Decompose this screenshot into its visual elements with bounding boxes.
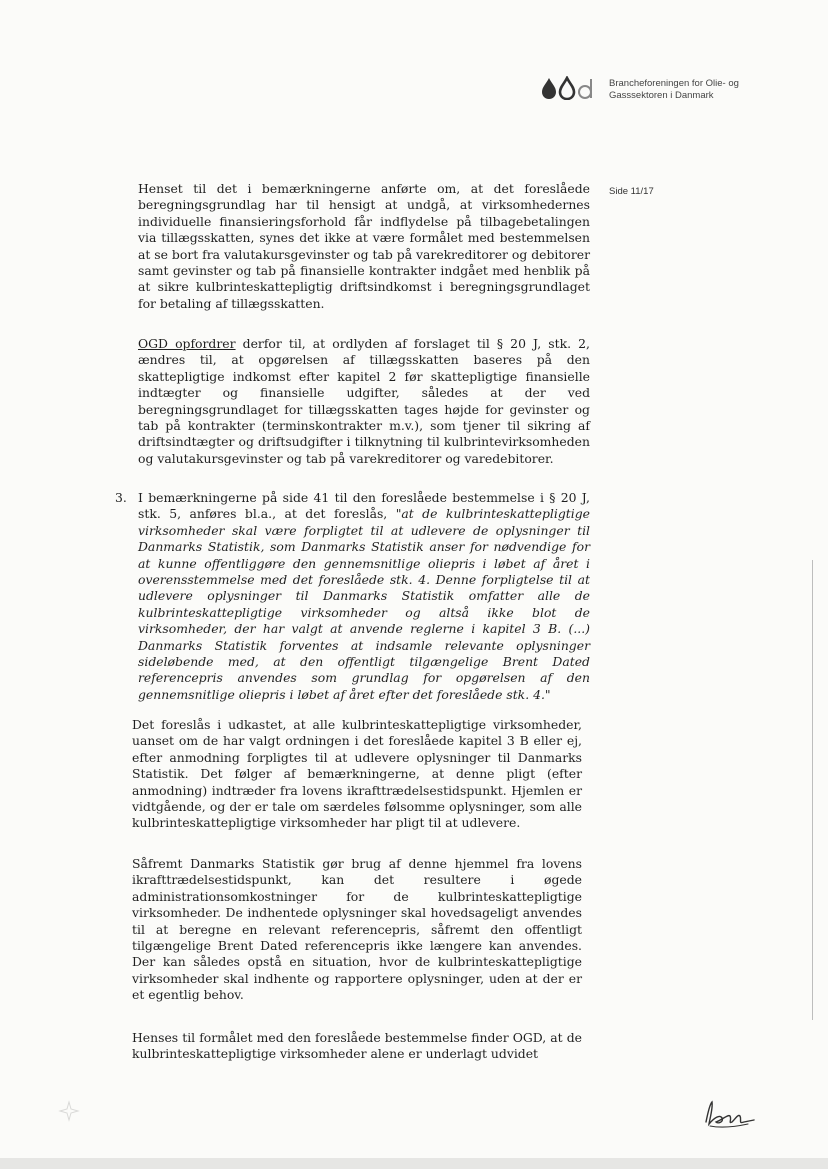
- faint-mark-icon: [58, 1100, 80, 1122]
- org-name: [609, 78, 809, 102]
- paragraph-2: [138, 336, 590, 467]
- paragraph-1: Henset til det i bemærkningerne anførte om, at det foreslåede beregningsgrundlag har til hensigt at undgå, at virksomhedernes individuelle finansieringsforhold får indflydelse på tilbagebetalingen via tillægsskatten, synes det ikke at være formålet med bestemmelsen at se bort fra valutakursgevinster og tab på varekreditorer og debitorer samt gevinster og tab på finansielle kontrakter indgået med henblik på at sikre kulbrinteskattepligtig driftsindkomst i beregningsgrundlaget for betaling af tillægsskatten.: [138, 181, 590, 311]
- paragraph-5: Såfremt Danmarks Statistik gør brug af denne hjemmel fra lovens ikrafttrædelsestidspunkt, kan det resultere i øgede administrationsomkostninger for de kulbrinteskattepligtige virksomheder. De indhentede oplysninger skal hovedsageligt anvendes til at beregne en relevant referencepris, såfremt den offentligt tilgængelige Brent Dated referencepris ikke længere kan anvendes. Der kan således opstå en situation, hvor de kulbrinteskattepligtige virksomheder skal indhente og rapportere oplysninger, uden at der er et egentlig behov.: [132, 856, 582, 1003]
- ogd-logo: [540, 76, 610, 100]
- scan-bottom-edge: [0, 1158, 828, 1169]
- ogd-opfordrer-underlined: OGD opfordrer: [138, 336, 236, 351]
- paragraph-3: [138, 490, 590, 703]
- paragraph-6: Henses til formålet med den foreslåede bestemmelse finder OGD, at de kulbrinteskattepligtige virksomheder alene er underlagt udvidet: [132, 1030, 582, 1062]
- paragraph-3-lead: I bemærkningerne på side 41 til den foreslåede bestemmelse i § 20 J, stk. 5, anføres bl.a., at det foreslås,: [138, 490, 590, 522]
- paragraph-3-quote: "at de kulbrinteskattepligtige virksomheder skal være forpligtet til at udlevere de oplysninger til Danmarks Statistik, som Danmarks Statistik anser for nødvendige for at kunne offentliggøre den gennemsnitlige oliepris i løbet af året i overensstemmelse med det foreslåede stk. 4. Denne forpligtelse til at udlevere oplysninger til Danmarks Statistik omfatter alle de kulbrinteskattepligtige virksomheder og altså ikke blot de virksomheder, der har valgt at anvende reglerne i kapitel 3 B. (...) Danmarks Statistik forventes at indsamle relevante oplysninger sideløbende med, at den offentligt tilgængelige Brent Dated referencepris anvendes som grundlag for opgørelsen af den gennemsnitlige oliepris i løbet af året efter det foreslåede stk. 4.": [138, 506, 590, 702]
- scan-margin-line: [812, 560, 813, 1020]
- paragraph-2-text: derfor til, at ordlyden af forslaget til § 20 J, stk. 2, ændres til, at opgørelsen af tillægsskatten baseres på den skattepligtige indkomst efter kapitel 2 før skattepligtige finansielle indtægter og finansielle udgifter, således at der ved beregningsgrundlaget for tillægsskatten tages højde for gevinster og tab på kontrakter (terminskontrakter m.v.), som tjener til sikring af driftsindtægter og driftsudgifter i tilknytning til kulbrintevirksomheden og valutakursgevinster og tab på varekreditorer og varedebitorer.: [138, 336, 590, 466]
- org-name-line-2: Gasssektoren i Danmark: [609, 90, 714, 101]
- handwritten-initials: [700, 1098, 756, 1130]
- section-number: 3.: [115, 490, 127, 505]
- paragraph-4: Det foreslås i udkastet, at alle kulbrinteskattepligtige virksomheder, uanset om de har valgt ordningen i det foreslåede kapitel 3 B eller ej, efter anmodning forpligtes til at udlevere oplysninger til Danmarks Statistik. Det følger af bemærkningerne, at denne pligt (efter anmodning) indtræder fra lovens ikrafttrædelsestidspunkt. Hjemlen er vidtgående, og der er tale om særdeles følsomme oplysninger, som alle kulbrinteskattepligtige virksomheder har pligt til at udlevere.: [132, 717, 582, 831]
- page-number: Side 11/17: [609, 186, 654, 197]
- org-name-line-1: Brancheforeningen for Olie- og: [609, 78, 739, 89]
